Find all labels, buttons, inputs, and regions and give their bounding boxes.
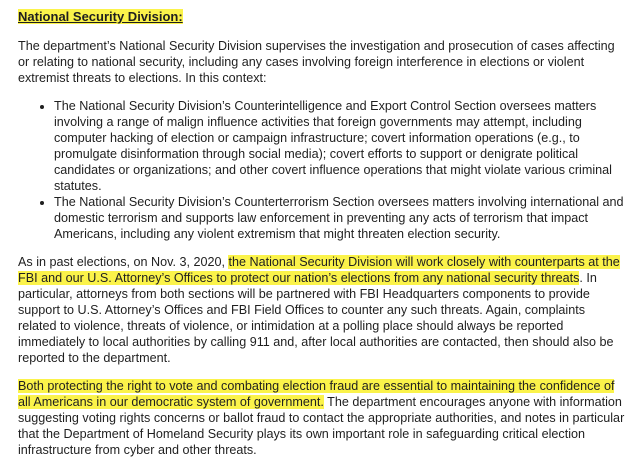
election-day-highlight: the National Security Division will work closely with counterparts at the FBI and our U.S. Attorney’s Offices to protect our nation’s elections from any national security threats <box>18 255 620 285</box>
bullet-list <box>18 98 626 242</box>
bullet-counterterrorism: • The National Security Division’s Counterterrorism Section oversees matters involving international and domestic terrorism and supports law enforcement in preventing any acts of terrorism that impact Americans, including any violent extremism that might threaten election security. <box>54 194 626 242</box>
election-day-paragraph <box>18 254 626 366</box>
section-heading-line <box>18 8 626 26</box>
intro-paragraph: The department’s National Security Division supervises the investigation and prosecution of cases affecting or relating to national security, including any cases involving foreign interference in elections or violent extremist threats to elections. In this context: <box>18 39 615 85</box>
section-heading: National Security Division: <box>18 9 183 24</box>
voting-rights-highlight: Both protecting the right to vote and combating election fraud are essential to maintaining the confidence of all Americans in our democratic system of government. <box>18 379 615 409</box>
voting-rights-paragraph <box>18 378 626 458</box>
voting-rights-rest: The department encourages anyone with information suggesting voting rights concerns or ballot fraud to contact the appropriate authorities, and notes in particular that the Department of Homeland Security plays its own important role in safeguarding critical election infrastructure from cyber and other threats. <box>18 395 625 457</box>
bullet-counterintelligence: • The National Security Division’s Counterintelligence and Export Control Section oversees matters involving a range of malign influence activities that foreign governments may attempt, including computer hacking of election or campaign infrastructure; covert information operations (e.g., to promulgate disinformation through social media); covert efforts to support or denigrate political candidates or organizations; and other covert influence operations that might violate various criminal statutes. <box>54 98 626 194</box>
election-day-lead: As in past elections, on Nov. 3, 2020, <box>18 255 229 269</box>
election-day-rest: . In particular, attorneys from both sections will be partnered with FBI Headquarters components to provide support to U.S. Attorney’s Offices and FBI Field Offices to counter any such threats. Again, complaints related to violence, threats of violence, or intimidation at a polling place should always be reported immediately to local authorities by calling 911 and, after local authorities are contacted, then should also be reported to the department. <box>18 271 614 365</box>
